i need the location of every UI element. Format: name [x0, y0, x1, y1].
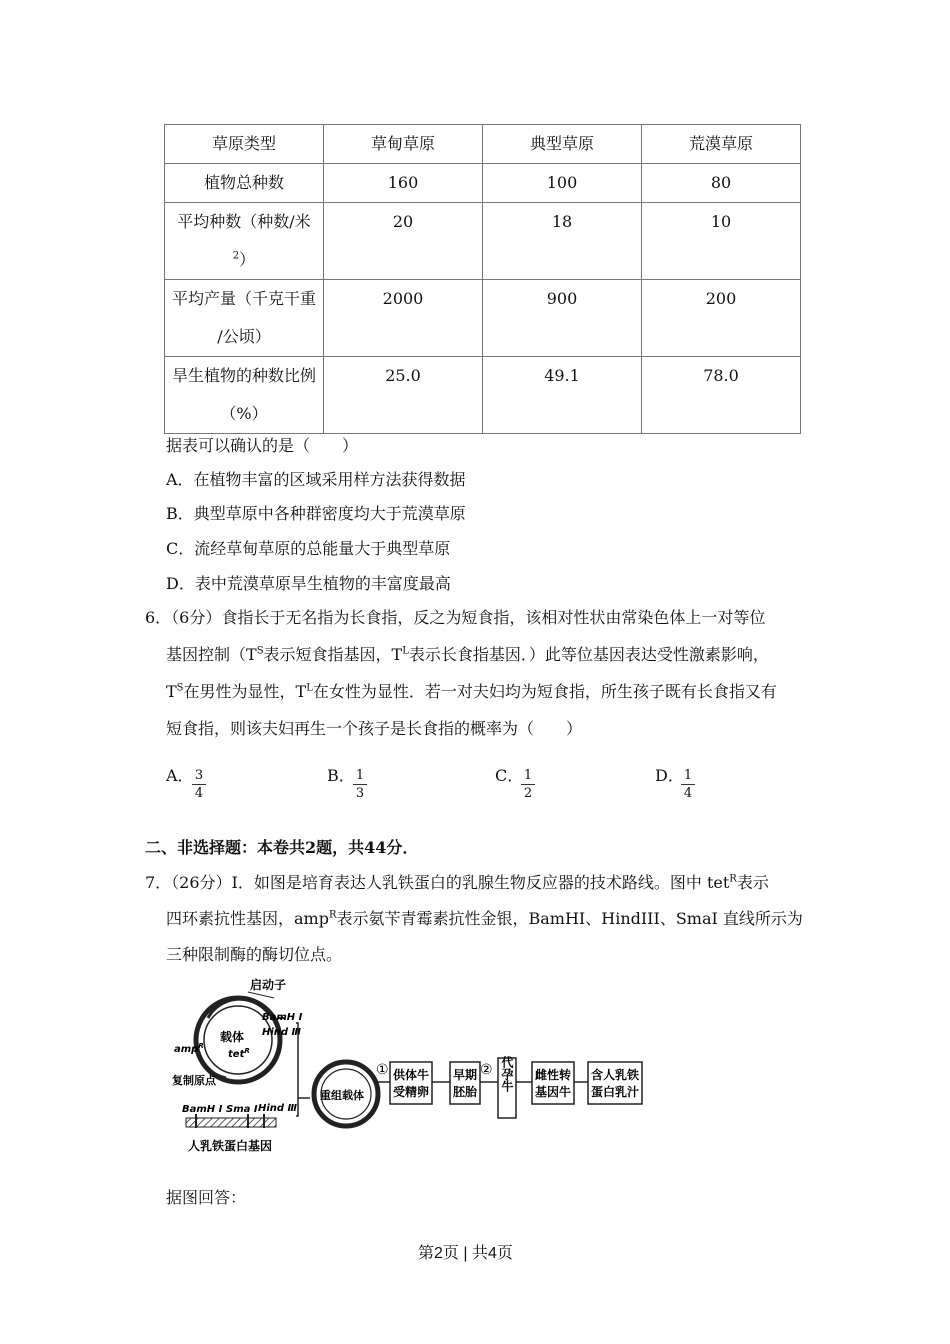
q5-option-c: C．流经草甸草原的总能量大于典型草原 — [166, 539, 451, 558]
q5-option-d: D．表中荒漠草原旱生植物的丰富度最高 — [166, 574, 451, 593]
box-lactoferrin-milk-line-1: 含人乳铁 — [591, 1068, 640, 1082]
q6-line-3 — [166, 682, 777, 702]
table-cell: 20 — [324, 203, 483, 280]
page-footer: 第2页 | 共4页 — [418, 1245, 513, 1262]
q6-text: 表示长食指基因．）此等位基因表达受性激素影响， — [408, 645, 769, 664]
grassland-table — [164, 124, 801, 434]
q5-option-b: B．典型草原中各种群密度均大于荒漠草原 — [166, 504, 466, 523]
q7-text: 7．（26分）Ⅰ．如图是培育表达人乳铁蛋白的乳腺生物反应器的技术路线。图中 tet — [145, 873, 730, 892]
q5-stem: 据表可以确认的是（ ） — [166, 436, 359, 455]
q7-line-1 — [145, 873, 769, 893]
box-early-embryo-line-2: 胚胎 — [453, 1085, 478, 1099]
q6-option-b-fraction — [353, 768, 367, 803]
q7-text: 四环素抗性基因，amp — [166, 909, 329, 928]
promoter-leader — [248, 992, 274, 998]
table-cell: 典型草原 — [483, 125, 642, 164]
q5-option-a: A．在植物丰富的区域采用样方法获得数据 — [166, 470, 466, 489]
superscript: R — [729, 873, 737, 885]
ori-label: 复制原点 — [172, 1074, 216, 1087]
q7-line-2 — [166, 909, 803, 929]
amp-text: amp — [174, 1044, 199, 1055]
q6-option-c-label: C． — [495, 766, 524, 785]
q6-line-2 — [166, 645, 769, 665]
box-transgenic-cow-line-1: 雌性转 — [535, 1068, 572, 1082]
table-cell — [165, 357, 324, 434]
box-donor-egg-line-1: 供体牛 — [393, 1068, 430, 1082]
superscript: R — [328, 909, 337, 921]
cell-text: ） — [239, 250, 256, 269]
bioreactor-diagram — [168, 978, 648, 1158]
table-cell: 18 — [483, 203, 642, 280]
gene-fragment — [182, 1103, 298, 1153]
q7-text: 表示氨苄青霉素抗性金银，BamHI、HindIII、SmaI 直线所示为 — [336, 909, 803, 928]
table-cell: 荒漠草原 — [642, 125, 801, 164]
numerator: 1 — [353, 768, 367, 785]
answer-prompt: 据图回答： — [166, 1188, 247, 1207]
table-row — [165, 280, 801, 357]
table-cell: 160 — [324, 164, 483, 203]
cell-line — [165, 241, 323, 279]
table-cell: 草原类型 — [165, 125, 324, 164]
vector-plasmid — [172, 978, 303, 1087]
q6-line-4: 短食指，则该夫妇再生一个孩子是长食指的概率为（ ） — [166, 719, 583, 738]
table-cell: 植物总种数 — [165, 164, 324, 203]
table-cell: 900 — [483, 280, 642, 357]
superscript: L — [306, 682, 313, 694]
denominator: 2 — [523, 786, 533, 801]
q6-text: 在女性为显性．若一对夫妇均为短食指，所生孩子既有长食指又有 — [312, 682, 777, 701]
tet-sup: R — [244, 1047, 250, 1055]
q6-option-b-label: B． — [327, 766, 355, 785]
denominator: 4 — [194, 786, 204, 801]
table-row — [165, 164, 801, 203]
table-row — [165, 125, 801, 164]
promoter-label: 启动子 — [250, 978, 287, 992]
box-donor-egg-line-2: 受精卵 — [393, 1085, 430, 1099]
superscript: 2 — [232, 250, 240, 262]
table-cell: 10 — [642, 203, 801, 280]
box-lactoferrin-milk-line-2: 蛋白乳汁 — [591, 1085, 640, 1099]
box-transgenic-cow-line-2: 基因牛 — [535, 1085, 572, 1099]
denominator: 3 — [355, 786, 365, 801]
amp-sup: R — [198, 1042, 204, 1050]
numerator: 1 — [521, 768, 535, 785]
section-heading: 二、非选择题：本卷共2题，共44分． — [145, 838, 419, 857]
superscript: S — [256, 645, 264, 657]
q6-option-a-label: A． — [166, 766, 194, 785]
q7-text: 表示 — [736, 873, 769, 892]
q6-line-1: 6．（6分）食指长于无名指为长食指，反之为短食指，该相对性状由常染色体上一对等位 — [145, 608, 766, 627]
table-cell — [165, 203, 324, 280]
numerator: 1 — [681, 768, 695, 785]
step-1-marker: ① — [376, 1062, 389, 1078]
numerator: 3 — [192, 768, 206, 785]
q6-option-d-fraction — [681, 768, 695, 803]
cell-line: 平均产量（千克干重 — [171, 289, 316, 308]
q6-text: 表示短食指基因，T — [263, 645, 403, 664]
table-cell: 100 — [483, 164, 642, 203]
table-cell: 25.0 — [324, 357, 483, 434]
gene-bamhi-label: BamH Ⅰ — [182, 1104, 223, 1115]
hind-site-label: Hind Ⅲ — [262, 1027, 302, 1038]
table-cell: 200 — [642, 280, 801, 357]
table-cell: 78.0 — [642, 357, 801, 434]
recombinant-vector — [314, 1062, 378, 1126]
table-cell: 2000 — [324, 280, 483, 357]
q6-text: 在男性为显性，T — [183, 682, 307, 701]
gene-smai-label: Sma Ⅰ — [226, 1104, 258, 1115]
table-row — [165, 203, 801, 280]
cell-line: 旱生植物的种数比例 — [171, 366, 316, 385]
box-surrogate-label: 代孕牛 — [500, 1056, 514, 1092]
q7-line-3: 三种限制酶的酶切位点。 — [166, 945, 343, 964]
recombinant-label: 重组载体 — [320, 1089, 364, 1102]
denominator: 4 — [683, 786, 693, 801]
gene-hind-label: Hind Ⅲ — [258, 1103, 298, 1114]
table-cell — [165, 280, 324, 357]
cell-line: （%） — [220, 404, 268, 423]
table-cell: 草甸草原 — [324, 125, 483, 164]
tet-label — [228, 1047, 250, 1060]
vector-label: 载体 — [220, 1030, 245, 1044]
table-cell: 49.1 — [483, 357, 642, 434]
table-cell: 80 — [642, 164, 801, 203]
q6-option-a-fraction — [192, 768, 206, 803]
step-2-marker: ② — [480, 1062, 493, 1078]
superscript: L — [402, 645, 409, 657]
q6-option-c-fraction — [521, 768, 535, 803]
gene-label: 人乳铁蛋白基因 — [188, 1139, 273, 1153]
superscript: S — [176, 682, 184, 694]
box-early-embryo-line-1: 早期 — [453, 1068, 478, 1082]
table-row — [165, 357, 801, 434]
gene-bar — [186, 1118, 276, 1127]
q6-option-d-label: D． — [655, 766, 684, 785]
tet-text: tet — [228, 1049, 245, 1060]
cell-line: /公顷） — [217, 327, 271, 346]
q6-text: 基因控制（T — [166, 645, 257, 664]
bamhi-site-label: BamH Ⅰ — [262, 1012, 303, 1023]
cell-line: 平均种数（种数/米 — [177, 212, 311, 231]
q6-text: T — [166, 682, 177, 701]
